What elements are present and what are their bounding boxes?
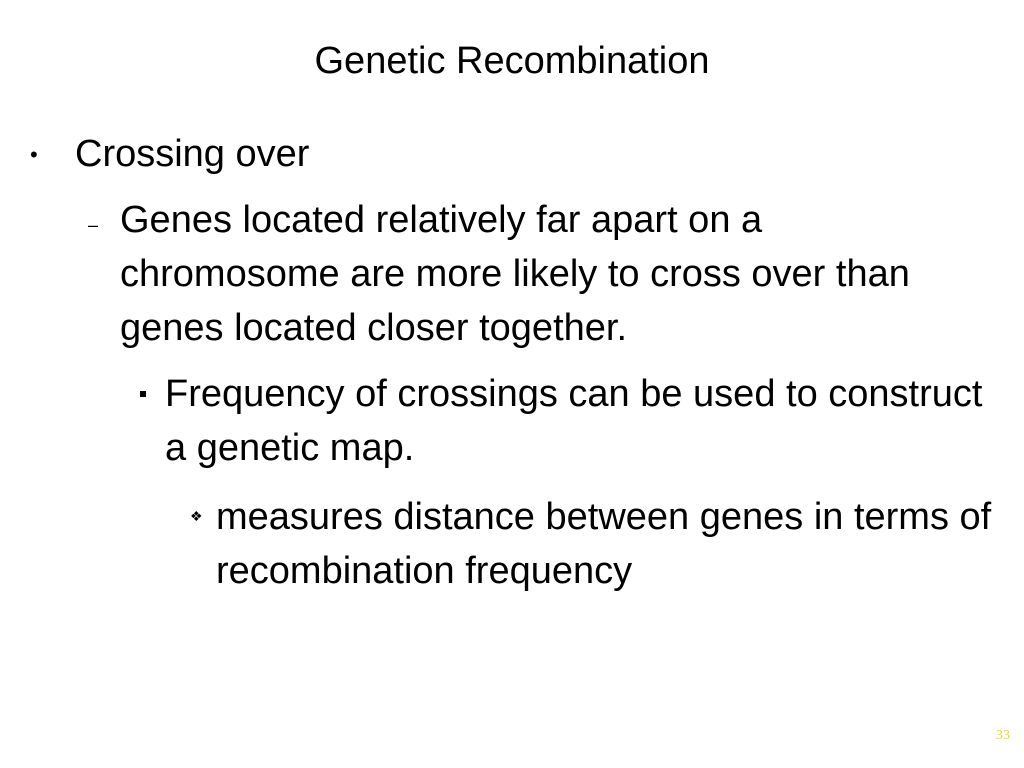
bullet-text: measures distance between genes in terms of recombination frequency [216, 496, 992, 592]
square-bullet-icon [140, 391, 146, 397]
bullet-text: Frequency of crossings can be used to construct a genetic map. [165, 373, 983, 469]
slide-title: Genetic Recombination [314, 40, 710, 82]
round-bullet-icon: • [30, 142, 38, 167]
dash-bullet-icon: – [88, 215, 99, 235]
bullet-text: Genes located relatively far apart on a chromosome are more likely to cross over than genes located closer together. [120, 199, 910, 349]
page-number: 33 [996, 728, 1010, 743]
diamond-bullet-icon: ❖ [190, 508, 203, 524]
bullet-text: Crossing over [75, 133, 310, 175]
